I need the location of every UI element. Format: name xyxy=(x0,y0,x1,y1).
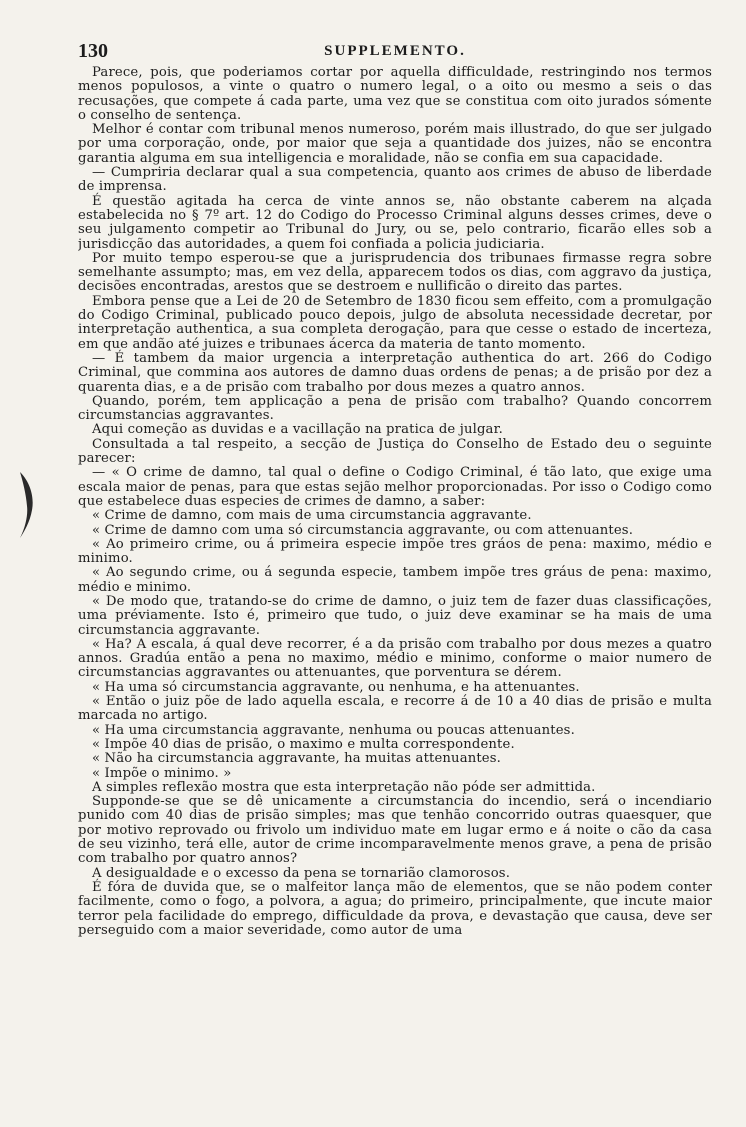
quoted-paragraph: « Ha uma circumstancia aggravante, nenhuma ou poucas attenuantes. xyxy=(92,722,575,738)
quoted-paragraph: « Impõe o minimo. » xyxy=(92,765,232,781)
quoted-paragraph: « Ao segundo crime, ou á segunda especie, tambem impõe tres gráus de pena: maximo, médio e minimo. xyxy=(78,565,712,595)
paragraph: Parece, pois, que poderiamos cortar por aquella difficuldade, restringindo nos termos menos populosos, a vinte o quatro o numero legal, o a oito ou mesmo a seis o das recusações, que compete á cada parte, uma vez que se constitua com oito jurados sómente o conselho de sentença. xyxy=(78,65,712,123)
page-number: 130 xyxy=(78,40,108,62)
paragraph: Aqui começão as duvidas e a vacillação na pratica de julgar. xyxy=(92,422,503,438)
quoted-paragraph: « Crime de damno, com mais de uma circumstancia aggravante. xyxy=(92,508,532,524)
paragraph: A simples reflexão mostra que esta interpretação não póde ser admittida. xyxy=(92,779,596,795)
body-text xyxy=(78,66,712,938)
paragraph: Embora pense que a Lei de 20 de Setembro de 1830 ficou sem effeito, com a promulgação do Codigo Criminal, publicado pouco depois, julgo de absoluta necessidade decretar, por interpretação authentica, a sua completa derogação, para que cesse o estado de incerteza, em que andão até juizes e tribunaes ácerca da materia de tanto momento. xyxy=(78,293,712,352)
quoted-paragraph: « Então o juiz põe de lado aquella escala, e recorre á de 10 a 40 dias de prisão e multa marcada no artigo. xyxy=(78,694,712,724)
quoted-paragraph: « Ao primeiro crime, ou á primeira especie impõe tres gráos de pena: maximo, médio e minimo. xyxy=(78,536,712,567)
paragraph: A desigualdade e o excesso da pena se tornarião clamorosos. xyxy=(92,865,511,881)
quoted-paragraph: « Não ha circumstancia aggravante, ha muitas attenuantes. xyxy=(92,751,502,767)
paragraph: É fóra de duvida que, se o malfeitor lança mão de elementos, que se não podem conter facilmente, como o fogo, a polvora, a agua; do primeiro, principalmente, que incute maior terror pela facilidade do emprego, difficuldade da prova, e devastação que causa, deve ser perseguido com a maior severidade, como autor de uma xyxy=(78,879,712,938)
paragraph: — Cumpriria declarar qual a sua competencia, quanto aos crimes de abuso de liberdade de imprensa. xyxy=(78,165,712,195)
quoted-paragraph: « Crime de damno com uma só circumstancia aggravante, ou com attenuantes. xyxy=(92,522,634,538)
running-title: SUPPLEMENTO. xyxy=(324,43,466,59)
paragraph: É questão agitada ha cerca de vinte annos se, não obstante caberem na alçada estabelecida no § 7º art. 12 do Codigo do Processo Criminal alguns desses crimes, deve o seu julgamento competir ao Tribunal do Jury, ou se, pelo contrario, ficarão elles sob a jurisdicção das autoridades, a quem foi confiada a policia judiciaria. xyxy=(78,193,712,252)
quoted-paragraph: « Ha uma só circumstancia aggravante, ou nenhuma, e ha attenuantes. xyxy=(92,679,580,695)
paragraph: Melhor é contar com tribunal menos numeroso, porém mais illustrado, do que ser julgado por uma corporação, onde, por maior que seja a quantidade dos juizes, não se encontra garantia alguma em sua intelligencia e moralidade, não se confia em sua capacidade. xyxy=(78,122,712,166)
binding-mark-icon xyxy=(18,470,36,540)
paragraph: Consultada a tal respeito, a secção de Justiça do Conselho de Estado deu o seguinte parecer: xyxy=(78,436,712,467)
quoted-paragraph: — « O crime de damno, tal qual o define o Codigo Criminal, é tão lato, que exige uma escala maior de penas, para que estas sejão melhor proporcionadas. Por isso o Codigo como que estabelece duas especies de crimes de damno, a saber: xyxy=(78,465,712,509)
document-page xyxy=(78,30,712,1120)
page-header xyxy=(78,30,712,66)
quoted-paragraph: « De modo que, tratando-se do crime de damno, o juiz tem de fazer duas classificações, uma préviamente. Isto é, primeiro que tudo, o juiz deve examinar se ha mais de uma circumstancia aggravante. xyxy=(78,593,712,638)
paragraph: Supponde-se que se dê unicamente a circumstancia do incendio, será o incendiario punido com 40 dias de prisão simples; mas que tenhão concorrido outras quaesquer, que por motivo reprovado ou frivolo um individuo mate em lugar ermo e á noite o cão da casa de seu vizinho, terá elle, autor de crime incomparavelmente menos grave, a pena de prisão com trabalho por quatro annos? xyxy=(78,794,712,867)
quoted-paragraph: « Ha? A escala, á qual deve recorrer, é a da prisão com trabalho por dous mezes a quatro annos. Gradúa então a pena no maximo, médio e minimo, conforme o maior numero de circumstancias aggravantes ou attenuantes, que porventura se dérem. xyxy=(78,636,712,681)
paragraph: Quando, porém, tem applicação a pena de prisão com trabalho? Quando concorrem circumstancias aggravantes. xyxy=(78,393,712,424)
paragraph: — É tambem da maior urgencia a interpretação authentica do art. 266 do Codigo Criminal, que commina aos autores de damno duas ordens de penas; a de prisão por dez a quarenta dias, e a de prisão com trabalho por dous mezes a quatro annos. xyxy=(78,350,712,395)
paragraph: Por muito tempo esperou-se que a jurisprudencia dos tribunaes firmasse regra sobre semelhante assumpto; mas, em vez della, apparecem todos os dias, com aggravo da justiça, decisões encontradas, arestos que se destroem e nullificão o direito das partes. xyxy=(78,250,712,295)
quoted-paragraph: « Impõe 40 dias de prisão, o maximo e multa correspondente. xyxy=(92,736,515,752)
